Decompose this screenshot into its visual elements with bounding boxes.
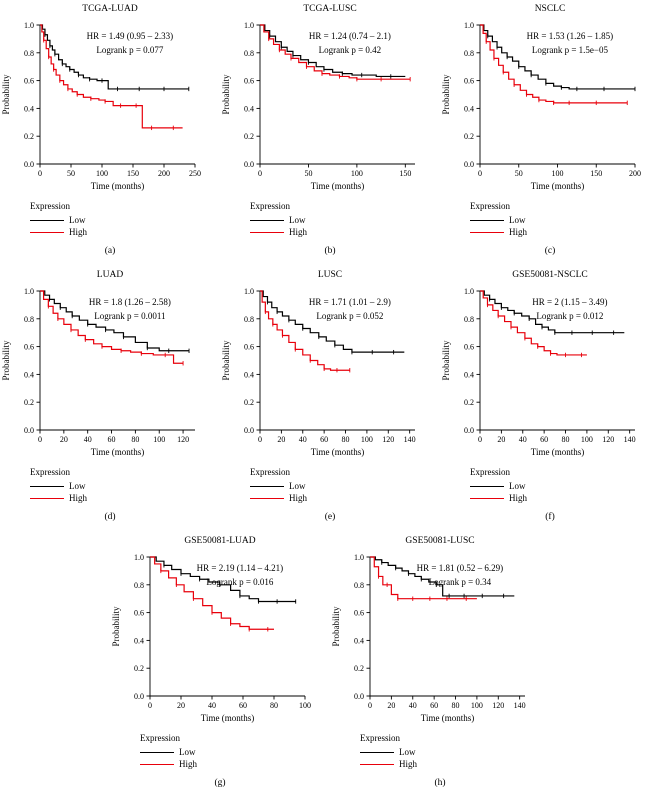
panel-e-plot — [220, 283, 440, 458]
svg-text:Probability: Probability — [441, 340, 451, 381]
panel-b-title: TCGA-LUSC — [303, 4, 357, 14]
svg-text:0.2: 0.2 — [134, 664, 144, 674]
km-curve-c — [440, 17, 645, 192]
svg-text:1.0: 1.0 — [244, 287, 254, 296]
legend-swatch-high-icon — [140, 764, 174, 765]
svg-text:60: 60 — [320, 435, 329, 444]
svg-text:150: 150 — [127, 169, 139, 178]
svg-text:50: 50 — [514, 169, 523, 178]
pvalue-annotation: Logrank p = 0.052 — [316, 311, 384, 321]
svg-text:0: 0 — [368, 701, 372, 710]
pvalue-annotation: Logrank p = 0.016 — [206, 577, 274, 587]
svg-text:1.0: 1.0 — [464, 21, 474, 30]
svg-text:1.0: 1.0 — [134, 553, 144, 562]
km-curve-f — [440, 283, 645, 458]
svg-text:0.6: 0.6 — [134, 608, 144, 618]
svg-text:Probability: Probability — [111, 606, 121, 647]
legend-item-low — [140, 746, 330, 758]
panel-a-title: TCGA-LUAD — [82, 4, 138, 14]
figure-row-2 — [0, 270, 660, 522]
legend-label-low: Low — [399, 747, 416, 757]
legend-item-low — [30, 214, 220, 226]
svg-text:0.0: 0.0 — [24, 426, 34, 435]
svg-text:0.2: 0.2 — [464, 398, 474, 408]
legend-label-high: High — [289, 227, 307, 237]
svg-text:60: 60 — [540, 435, 549, 444]
svg-text:0: 0 — [148, 701, 152, 710]
svg-text:Probability: Probability — [1, 340, 11, 381]
svg-text:0.4: 0.4 — [354, 636, 364, 646]
svg-text:60: 60 — [430, 701, 439, 710]
legend-label-low: Low — [509, 215, 526, 225]
legend-label-high: High — [69, 227, 87, 237]
legend-swatch-low-icon — [140, 752, 174, 753]
panel-c-legend — [470, 200, 660, 238]
svg-text:20: 20 — [177, 701, 185, 710]
svg-text:0.4: 0.4 — [244, 104, 254, 114]
panel-b-plot — [220, 17, 440, 192]
svg-text:0.0: 0.0 — [24, 160, 34, 169]
legend-item-low — [360, 746, 550, 758]
svg-text:Time (months): Time (months) — [530, 447, 585, 457]
svg-text:100: 100 — [153, 435, 166, 444]
svg-text:Probability: Probability — [441, 74, 451, 115]
legend-item-high — [250, 226, 440, 238]
svg-text:Time (months): Time (months) — [90, 181, 145, 191]
legend-title: Expression — [470, 201, 510, 211]
svg-text:0.2: 0.2 — [24, 132, 34, 142]
legend-label-high: High — [399, 759, 417, 769]
svg-text:0.0: 0.0 — [464, 160, 474, 169]
legend-swatch-low-icon — [470, 220, 504, 221]
svg-text:0.2: 0.2 — [354, 664, 364, 674]
svg-text:0.2: 0.2 — [464, 132, 474, 142]
svg-text:1.0: 1.0 — [24, 287, 34, 296]
panel-f-legend — [470, 466, 660, 504]
svg-text:0: 0 — [478, 435, 482, 444]
svg-text:40: 40 — [208, 701, 216, 710]
svg-text:140: 140 — [513, 701, 526, 710]
svg-text:200: 200 — [629, 169, 641, 178]
hr-annotation: HR = 2 (1.15 – 3.49) — [532, 297, 608, 307]
svg-text:80: 80 — [270, 701, 278, 710]
legend-item-high — [140, 758, 330, 770]
legend-item-high — [30, 492, 220, 504]
figure-row-1 — [0, 4, 660, 256]
hr-annotation: HR = 1.71 (1.01 – 2.9) — [308, 297, 391, 307]
svg-text:0.8: 0.8 — [464, 48, 474, 58]
svg-text:150: 150 — [399, 169, 412, 178]
svg-text:0: 0 — [258, 169, 262, 178]
panel-f — [440, 270, 660, 522]
panel-d-plot — [0, 283, 220, 458]
legend-swatch-low-icon — [360, 752, 394, 753]
panel-g-plot — [110, 549, 330, 724]
svg-text:0.4: 0.4 — [464, 370, 474, 380]
pvalue-annotation: Logrank p = 1.5e−05 — [531, 45, 608, 55]
legend-swatch-low-icon — [470, 486, 504, 487]
svg-text:50: 50 — [304, 169, 313, 178]
legend-label-high: High — [69, 493, 87, 503]
svg-text:100: 100 — [470, 701, 483, 710]
svg-text:0.6: 0.6 — [464, 76, 474, 86]
svg-text:0.0: 0.0 — [464, 426, 474, 435]
legend-item-high — [250, 492, 440, 504]
legend-swatch-high-icon — [250, 498, 284, 499]
svg-text:0: 0 — [478, 169, 482, 178]
panel-b-sublabel: (b) — [324, 246, 336, 256]
legend-item-low — [250, 214, 440, 226]
svg-text:Time (months): Time (months) — [90, 447, 145, 457]
svg-text:40: 40 — [518, 435, 527, 444]
legend-label-low: Low — [69, 481, 86, 491]
panel-g-sublabel: (g) — [214, 778, 226, 788]
pvalue-annotation: Logrank p = 0.077 — [96, 45, 164, 55]
svg-text:120: 120 — [382, 435, 395, 444]
panel-c — [440, 4, 660, 256]
svg-text:Probability: Probability — [221, 340, 231, 381]
svg-text:150: 150 — [590, 169, 603, 178]
svg-text:200: 200 — [158, 169, 170, 178]
svg-text:60: 60 — [107, 435, 116, 444]
panel-c-title: NSCLC — [534, 4, 566, 14]
panel-a — [0, 4, 220, 256]
hr-annotation: HR = 1.49 (0.95 – 2.33) — [86, 31, 174, 41]
svg-text:0.4: 0.4 — [464, 104, 474, 114]
svg-text:0: 0 — [258, 435, 262, 444]
svg-text:0.4: 0.4 — [24, 370, 34, 380]
panel-e — [220, 270, 440, 522]
svg-text:0.4: 0.4 — [244, 370, 254, 380]
panel-a-sublabel: (a) — [104, 246, 116, 256]
panel-g-title: GSE50081-LUAD — [184, 536, 256, 546]
svg-text:0.6: 0.6 — [24, 76, 34, 86]
km-curve-h — [330, 549, 535, 724]
legend-label-low: Low — [179, 747, 196, 757]
legend-swatch-low-icon — [30, 220, 64, 221]
svg-text:40: 40 — [408, 701, 417, 710]
panel-c-plot — [440, 17, 660, 192]
panel-g-legend — [140, 732, 330, 770]
figure-row-3 — [110, 536, 550, 788]
svg-text:Time (months): Time (months) — [530, 181, 585, 191]
svg-text:120: 120 — [492, 701, 505, 710]
panel-h-plot — [330, 549, 550, 724]
svg-text:100: 100 — [350, 169, 363, 178]
km-curve-e — [220, 283, 425, 458]
legend-label-low: Low — [289, 481, 306, 491]
svg-text:Time (months): Time (months) — [310, 447, 365, 457]
svg-text:Time (months): Time (months) — [310, 181, 365, 191]
km-curve-d — [0, 283, 205, 458]
svg-text:Probability: Probability — [221, 74, 231, 115]
svg-text:140: 140 — [623, 435, 636, 444]
svg-text:0: 0 — [38, 435, 42, 444]
svg-text:40: 40 — [298, 435, 307, 444]
hr-annotation: HR = 1.24 (0.74 – 2.1) — [308, 31, 391, 41]
svg-text:120: 120 — [177, 435, 190, 444]
legend-item-high — [470, 492, 660, 504]
svg-text:0.6: 0.6 — [244, 342, 254, 352]
legend-swatch-high-icon — [30, 498, 64, 499]
legend-swatch-low-icon — [250, 486, 284, 487]
svg-text:100: 100 — [580, 435, 593, 444]
panel-h-legend — [360, 732, 550, 770]
svg-text:80: 80 — [561, 435, 570, 444]
legend-item-high — [360, 758, 550, 770]
svg-text:80: 80 — [131, 435, 140, 444]
svg-text:0.6: 0.6 — [354, 608, 364, 618]
svg-text:0.8: 0.8 — [244, 314, 254, 324]
legend-title: Expression — [250, 201, 290, 211]
legend-swatch-high-icon — [360, 764, 394, 765]
svg-text:0.6: 0.6 — [244, 76, 254, 86]
svg-text:0.8: 0.8 — [354, 580, 364, 590]
panel-h — [330, 536, 550, 788]
svg-text:0.8: 0.8 — [244, 48, 254, 58]
svg-text:0.0: 0.0 — [134, 692, 144, 701]
svg-text:40: 40 — [83, 435, 92, 444]
legend-swatch-low-icon — [250, 220, 284, 221]
svg-text:1.0: 1.0 — [464, 287, 474, 296]
svg-text:0.2: 0.2 — [244, 132, 254, 142]
legend-label-high: High — [179, 759, 197, 769]
legend-item-low — [470, 214, 660, 226]
legend-label-low: Low — [509, 481, 526, 491]
legend-swatch-high-icon — [250, 232, 284, 233]
legend-title: Expression — [360, 733, 400, 743]
legend-title: Expression — [250, 467, 290, 477]
svg-text:0.0: 0.0 — [244, 160, 254, 169]
panel-f-sublabel: (f) — [545, 512, 555, 522]
legend-label-high: High — [289, 493, 307, 503]
hr-annotation: HR = 2.19 (1.14 – 4.21) — [196, 563, 284, 573]
svg-text:0.2: 0.2 — [24, 398, 34, 408]
panel-h-title: GSE50081-LUSC — [405, 536, 475, 546]
svg-text:20: 20 — [59, 435, 68, 444]
legend-swatch-high-icon — [30, 232, 64, 233]
svg-text:Time (months): Time (months) — [200, 713, 255, 723]
legend-item-low — [30, 480, 220, 492]
svg-text:100: 100 — [551, 169, 564, 178]
legend-item-high — [470, 226, 660, 238]
svg-text:Probability: Probability — [1, 74, 11, 115]
legend-label-high: High — [509, 493, 527, 503]
svg-text:1.0: 1.0 — [244, 21, 254, 30]
legend-label-low: Low — [69, 215, 86, 225]
legend-label-high: High — [509, 227, 527, 237]
legend-title: Expression — [30, 467, 70, 477]
panel-d-legend — [30, 466, 220, 504]
pvalue-annotation: Logrank p = 0.012 — [536, 311, 604, 321]
svg-text:100: 100 — [299, 701, 311, 710]
panel-b-legend — [250, 200, 440, 238]
svg-text:0.4: 0.4 — [24, 104, 34, 114]
panel-e-title: LUSC — [317, 270, 343, 280]
svg-text:80: 80 — [451, 701, 460, 710]
legend-item-low — [250, 480, 440, 492]
panel-h-sublabel: (h) — [434, 778, 446, 788]
svg-text:0.4: 0.4 — [134, 636, 144, 646]
panel-f-title: GSE50081-NSCLC — [512, 270, 588, 280]
svg-text:100: 100 — [360, 435, 373, 444]
svg-text:20: 20 — [277, 435, 286, 444]
legend-swatch-low-icon — [30, 486, 64, 487]
legend-swatch-high-icon — [470, 232, 504, 233]
pvalue-annotation: Logrank p = 0.0011 — [94, 311, 166, 321]
svg-text:0.8: 0.8 — [24, 314, 34, 324]
panel-e-sublabel: (e) — [324, 512, 336, 522]
svg-text:100: 100 — [96, 169, 108, 178]
legend-item-high — [30, 226, 220, 238]
hr-annotation: HR = 1.81 (0.52 – 6.29) — [416, 563, 504, 573]
svg-text:0.2: 0.2 — [244, 398, 254, 408]
panel-a-plot — [0, 17, 220, 192]
svg-text:20: 20 — [387, 701, 396, 710]
panel-c-sublabel: (c) — [544, 246, 556, 256]
legend-title: Expression — [140, 733, 180, 743]
km-curve-a — [0, 17, 205, 192]
panel-a-legend — [30, 200, 220, 238]
svg-text:Time (months): Time (months) — [420, 713, 475, 723]
svg-text:250: 250 — [189, 169, 201, 178]
panel-d — [0, 270, 220, 522]
legend-item-low — [470, 480, 660, 492]
panel-e-legend — [250, 466, 440, 504]
km-curve-g — [110, 549, 315, 724]
svg-text:50: 50 — [67, 169, 75, 178]
svg-text:Probability: Probability — [331, 606, 341, 647]
svg-text:0.8: 0.8 — [134, 580, 144, 590]
pvalue-annotation: Logrank p = 0.42 — [318, 45, 382, 55]
panel-d-sublabel: (d) — [104, 512, 116, 522]
svg-text:0.8: 0.8 — [24, 48, 34, 58]
svg-text:0: 0 — [38, 169, 42, 178]
panel-d-title: LUAD — [96, 270, 124, 280]
svg-text:0.0: 0.0 — [354, 692, 364, 701]
hr-annotation: HR = 1.8 (1.26 – 2.58) — [88, 297, 171, 307]
legend-title: Expression — [470, 467, 510, 477]
pvalue-annotation: Logrank p = 0.34 — [428, 577, 492, 587]
svg-text:80: 80 — [341, 435, 350, 444]
svg-text:0.6: 0.6 — [464, 342, 474, 352]
legend-label-low: Low — [289, 215, 306, 225]
svg-text:1.0: 1.0 — [354, 553, 364, 562]
svg-text:20: 20 — [497, 435, 506, 444]
svg-text:140: 140 — [403, 435, 416, 444]
legend-swatch-high-icon — [470, 498, 504, 499]
svg-text:0.0: 0.0 — [244, 426, 254, 435]
svg-text:0.8: 0.8 — [464, 314, 474, 324]
panel-f-plot — [440, 283, 660, 458]
hr-annotation: HR = 1.53 (1.26 – 1.85) — [526, 31, 614, 41]
panel-b — [220, 4, 440, 256]
svg-text:120: 120 — [602, 435, 615, 444]
svg-text:1.0: 1.0 — [24, 21, 34, 30]
panel-g — [110, 536, 330, 788]
svg-text:0.6: 0.6 — [24, 342, 34, 352]
km-curve-b — [220, 17, 425, 192]
legend-title: Expression — [30, 201, 70, 211]
svg-text:60: 60 — [239, 701, 247, 710]
